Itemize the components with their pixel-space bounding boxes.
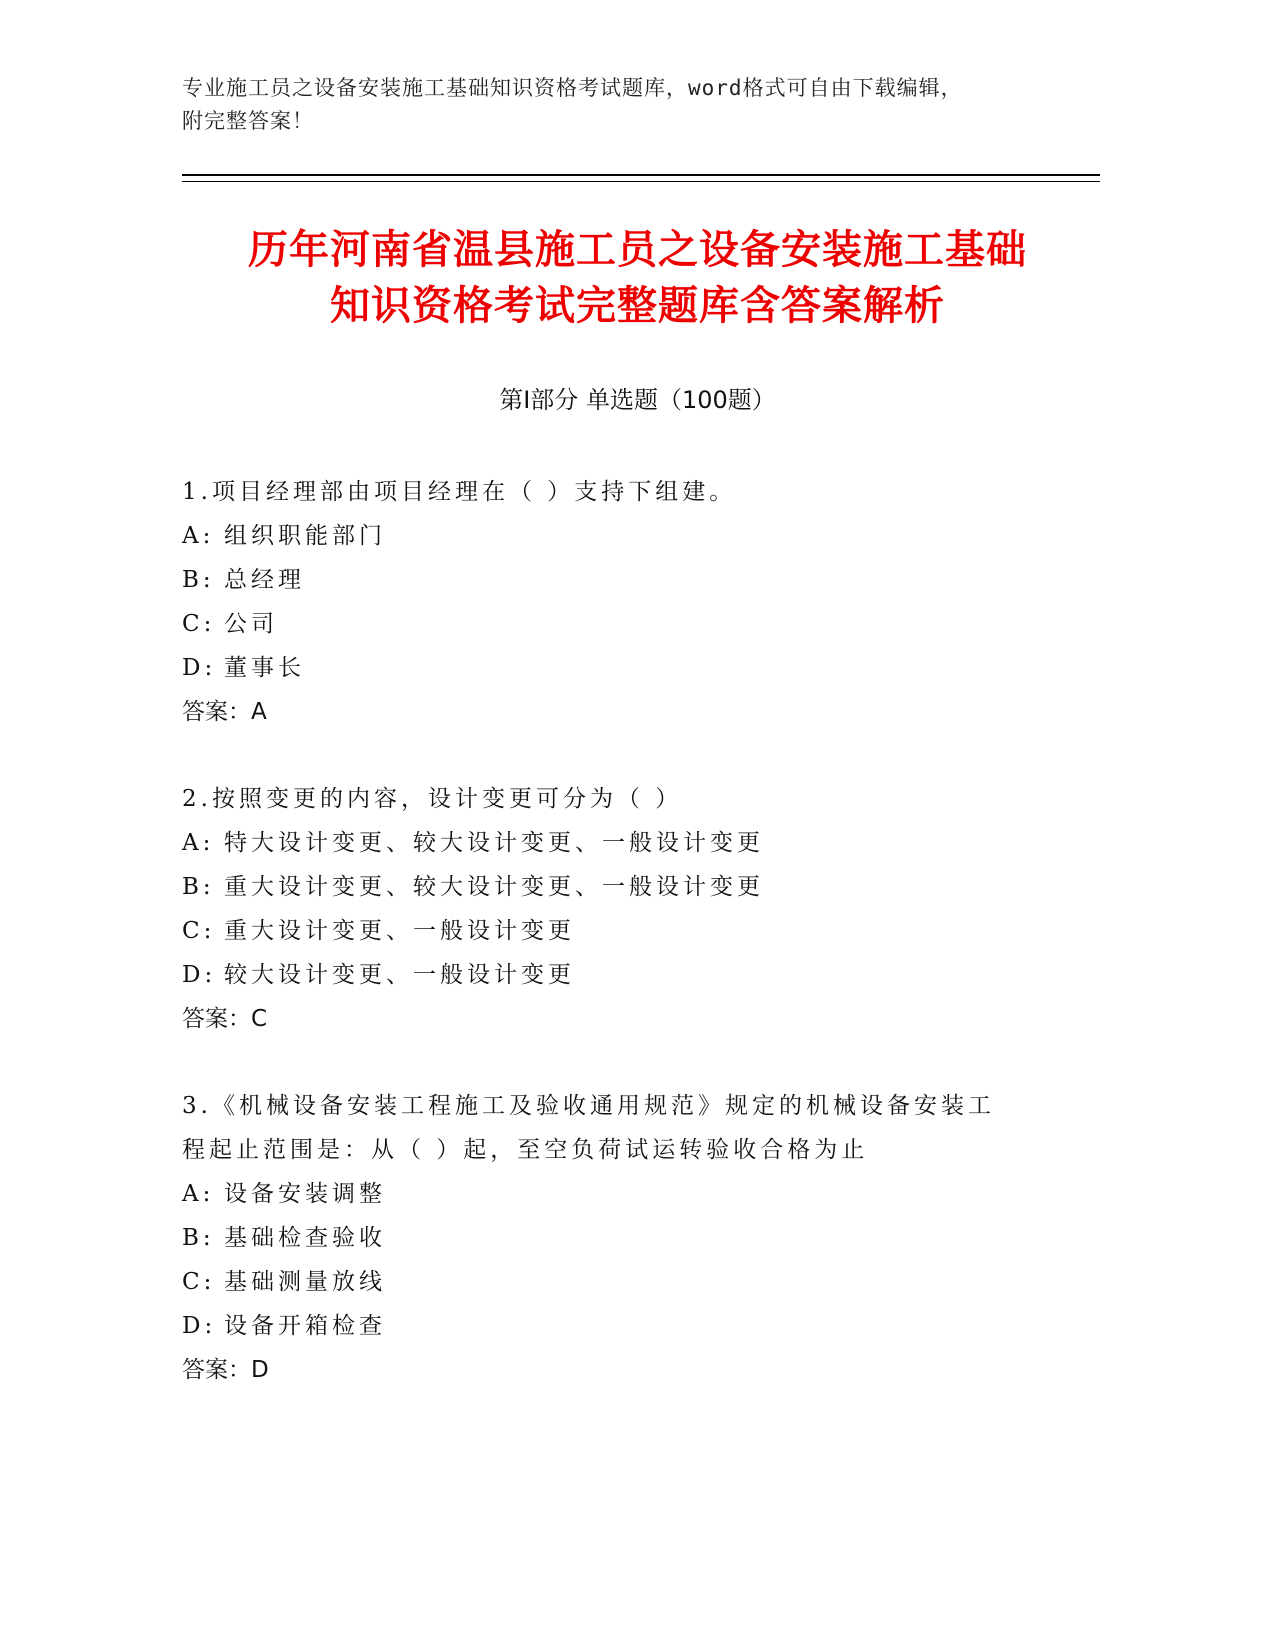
option-letter: D: <box>182 1313 217 1339</box>
header-note-line: 附完整答案！ <box>182 109 314 133</box>
question-option <box>182 909 1062 953</box>
question-option <box>182 1304 1062 1348</box>
question-stem: 2.按照变更的内容，设计变更可分为（ ） <box>182 786 683 812</box>
option-text: 公司 <box>224 611 278 637</box>
question-option <box>182 821 1062 865</box>
option-text: 基础测量放线 <box>224 1269 386 1295</box>
question-stem: 程起止范围是：从（ ）起，至空负荷试运转验收合格为止 <box>182 1137 869 1163</box>
option-letter: A: <box>182 830 215 856</box>
option-text: 重大设计变更、较大设计变更、一般设计变更 <box>224 874 764 900</box>
question-option <box>182 514 1062 558</box>
question-item <box>182 470 1062 734</box>
option-letter: B: <box>182 1225 215 1251</box>
option-text: 设备安装调整 <box>224 1181 386 1207</box>
question-option <box>182 953 1062 997</box>
question-item <box>182 777 1062 1041</box>
option-text: 总经理 <box>224 567 305 593</box>
option-letter: B: <box>182 874 215 900</box>
question-option <box>182 646 1062 690</box>
option-letter: C: <box>182 611 216 637</box>
option-text: 特大设计变更、较大设计变更、一般设计变更 <box>224 830 764 856</box>
option-text: 较大设计变更、一般设计变更 <box>224 962 575 988</box>
question-option <box>182 865 1062 909</box>
question-option <box>182 602 1062 646</box>
header-divider-thin <box>182 181 1100 182</box>
question-list <box>182 470 1062 1435</box>
question-option <box>182 1260 1062 1304</box>
option-letter: A: <box>182 523 215 549</box>
option-letter: D: <box>182 655 217 681</box>
header-note-line: 专业施工员之设备安装施工基础知识资格考试题库，word格式可自由下载编辑， <box>182 76 963 100</box>
question-option <box>182 1172 1062 1216</box>
document-title-line: 历年河南省温县施工员之设备安装施工基础 <box>248 227 1027 273</box>
question-stem: 3.《机械设备安装工程施工及验收通用规范》规定的机械设备安装工 <box>182 1093 995 1119</box>
header-divider-thick <box>182 174 1100 176</box>
option-letter: B: <box>182 567 215 593</box>
question-stem: 1.项目经理部由项目经理在（ ）支持下组建。 <box>182 479 737 505</box>
question-answer: 答案：A <box>182 699 267 725</box>
option-text: 基础检查验收 <box>224 1225 386 1251</box>
question-option <box>182 558 1062 602</box>
question-answer: 答案：D <box>182 1357 269 1383</box>
option-text: 组织职能部门 <box>224 523 386 549</box>
option-letter: A: <box>182 1181 215 1207</box>
option-letter: D: <box>182 962 217 988</box>
question-answer: 答案：C <box>182 1006 268 1032</box>
option-text: 设备开箱检查 <box>224 1313 386 1339</box>
header-note <box>182 72 1062 138</box>
option-letter: C: <box>182 1269 216 1295</box>
question-item <box>182 1084 1062 1392</box>
question-option <box>182 1216 1062 1260</box>
section-title: 第Ⅰ部分 单选题（100题） <box>499 386 776 414</box>
option-letter: C: <box>182 918 216 944</box>
document-title <box>150 222 1125 334</box>
document-title-line: 知识资格考试完整题库含答案解析 <box>330 283 945 329</box>
option-text: 重大设计变更、一般设计变更 <box>224 918 575 944</box>
option-text: 董事长 <box>224 655 305 681</box>
